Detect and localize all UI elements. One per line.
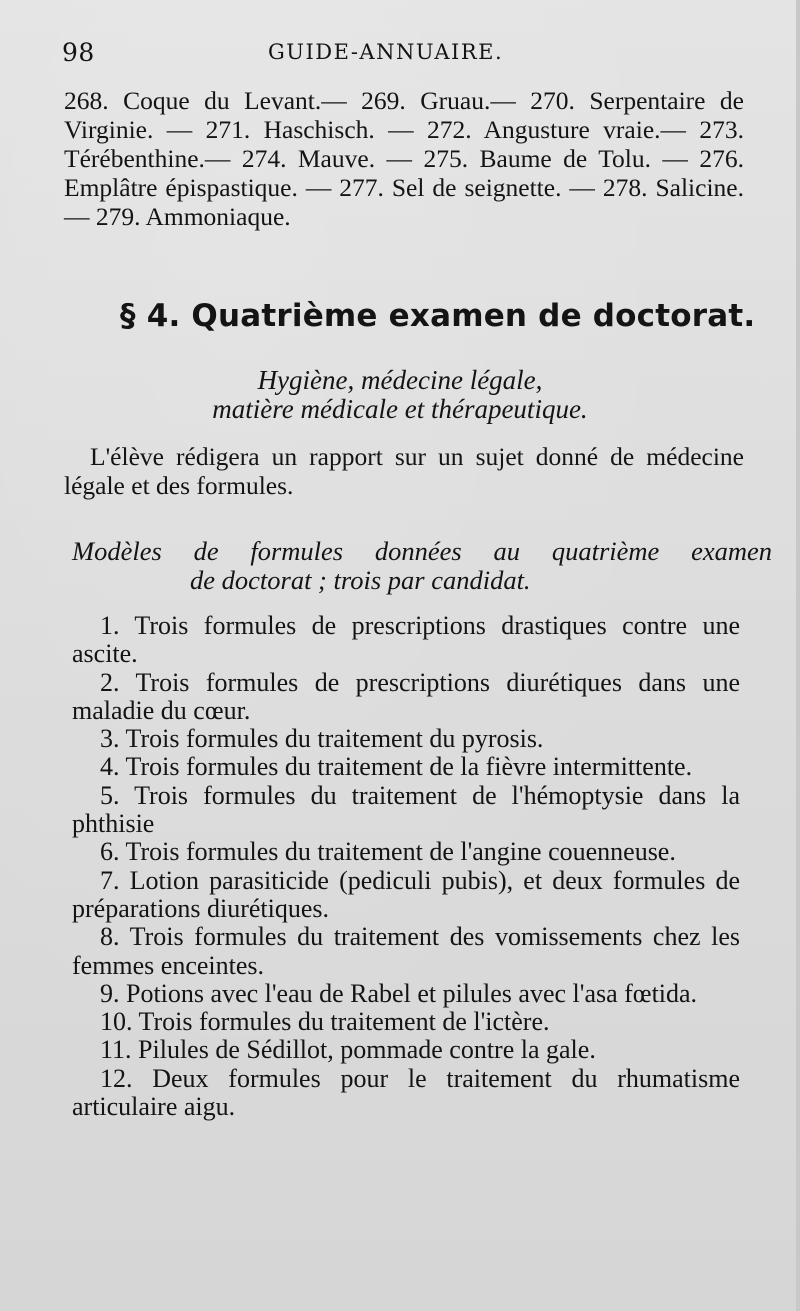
list-item: 7. Lotion parasiticide (pediculi pubis), et deux formules de préparations diurétiques. (72, 865, 740, 923)
list-item: 12. Deux formules pour le traitement du rhumatisme articulaire aigu. (72, 1063, 740, 1122)
list-item: 5. Trois formules du traitement de l'hémoptysie dans la phthisie (72, 780, 740, 839)
models-title-line1: Modèles de formules données au quatrième examen (72, 536, 772, 566)
list-item: 11. Pilules de Sédillot, pommade contre la gale. (100, 1035, 596, 1065)
list-item: 9. Potions avec l'eau de Rabel et pilules avec l'asa fœtida. (100, 978, 698, 1008)
list-item: 8. Trois formules du traitement des vomissements chez les femmes enceintes. (72, 922, 740, 980)
intro-paragraph: 268. Coque du Levant.— 269. Gruau.— 270. Serpentaire de Virginie. — 271. Haschisch. — 272. Angusture vraie.— 273. Térébenthine.— 274. Mauve. — 275. Baume de Tolu. — 276. Emplâtre épispastique. — 277. Sel de seignette. — 278. Salicine. — 279. Ammoniaque. (64, 86, 744, 231)
page-number: 98 (62, 38, 95, 67)
models-title-line2: de doctorat ; trois par candidat. (190, 565, 531, 595)
list-item: 10. Trois formules du traitement de l'ictère. (100, 1007, 550, 1037)
section-heading: § 4. Quatrième examen de doctorat. (120, 298, 756, 334)
section-paragraph: L'élève rédigera un rapport sur un sujet donné de médecine légale et des formules. (64, 442, 744, 500)
list-item: 2. Trois formules de prescriptions diurétiques dans une maladie du cœur. (72, 667, 740, 725)
list-item: 4. Trois formules du traitement de la fièvre intermittente. (100, 752, 693, 782)
formula-list (72, 612, 740, 1121)
section-subtitle-line1: Hygiène, médecine légale, (257, 365, 543, 395)
list-item: 3. Trois formules du traitement du pyrosis. (100, 724, 544, 754)
running-head: GUIDE-ANNUAIRE. (268, 40, 504, 64)
section-subtitle-line2: matière médicale et thérapeutique. (212, 394, 588, 424)
page-edge (796, 0, 800, 1311)
list-item: 1. Trois formules de prescriptions drastiques contre une ascite. (72, 611, 740, 669)
list-item: 6. Trois formules du traitement de l'angine couenneuse. (100, 837, 676, 867)
